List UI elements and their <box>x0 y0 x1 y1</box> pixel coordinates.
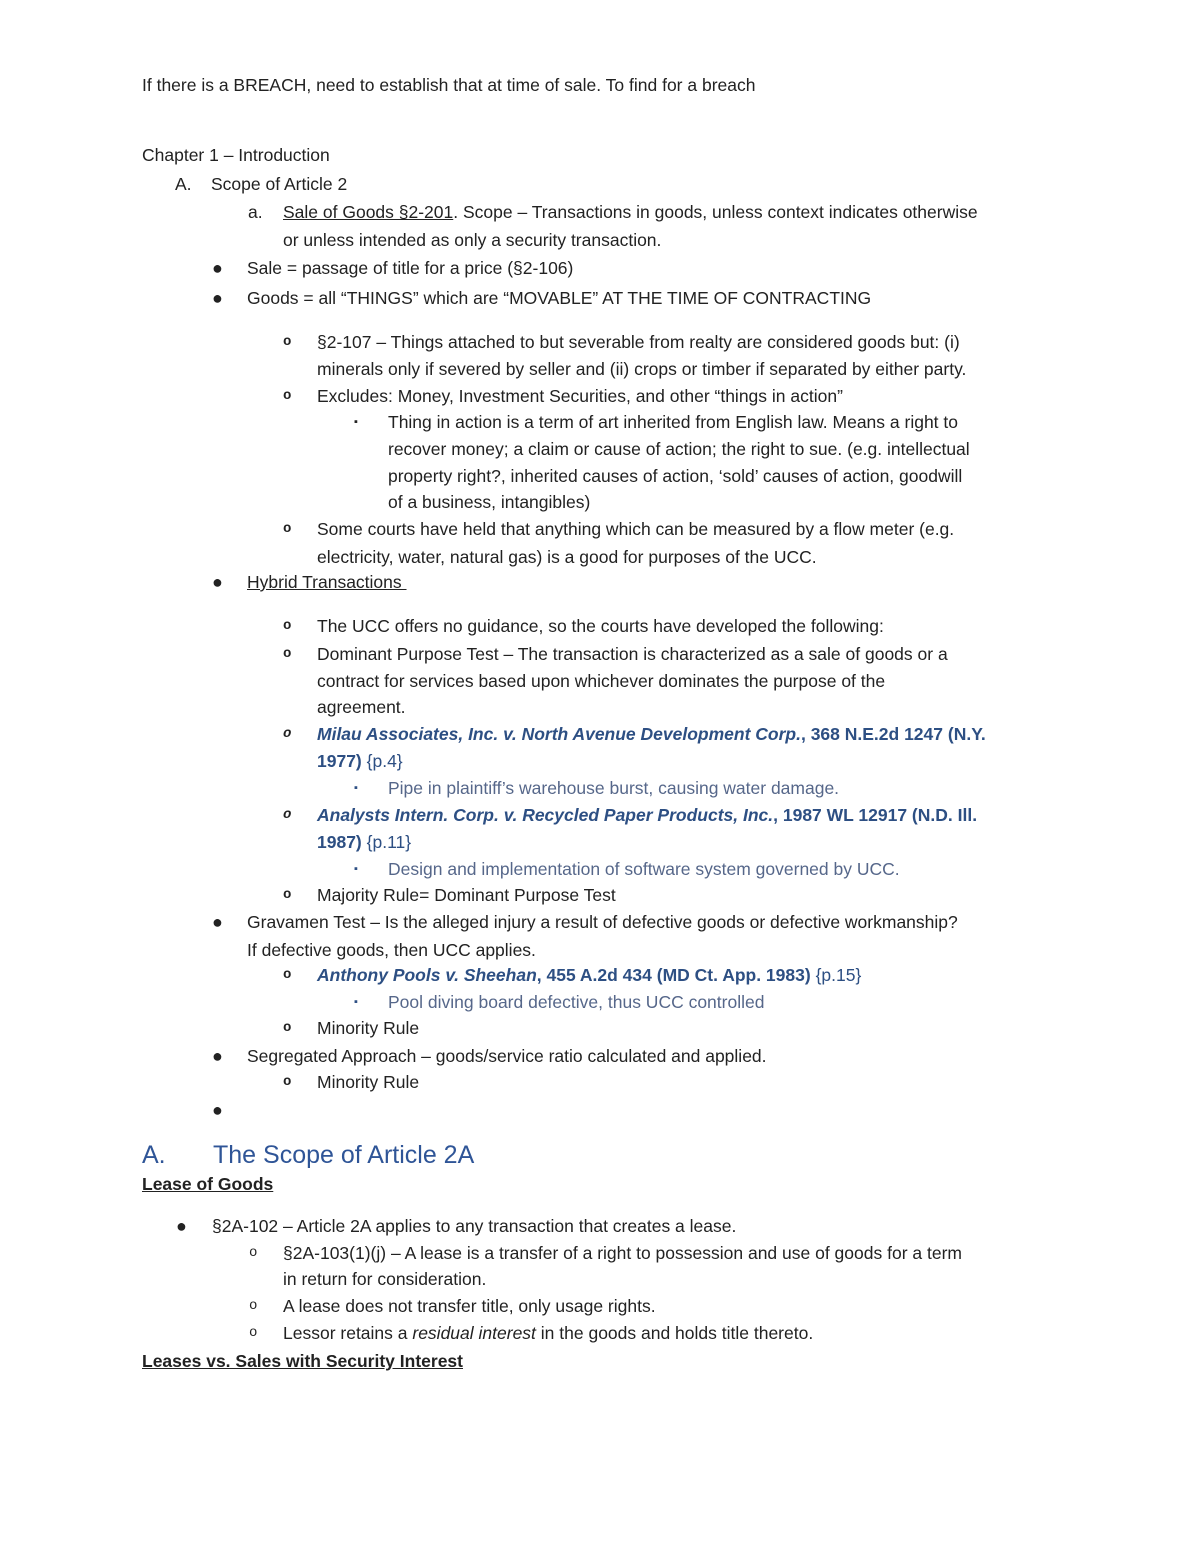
lease-sub-1-line-1: §2A-103(1)(j) – A lease is a transfer of a right to possession and use of goods for a term <box>283 1243 962 1263</box>
gravamen-line-1: Gravamen Test – Is the alleged injury a result of defective goods or defective workmanship? <box>247 912 958 932</box>
circle-bullet-icon: o <box>283 334 292 350</box>
circle-bullet-icon: o <box>283 646 292 662</box>
square-bullet-icon: ▪ <box>354 782 358 794</box>
thing-in-action-line-4: of a business, intangibles) <box>388 492 591 512</box>
segregated-approach: Segregated Approach – goods/service ratio calculated and applied. <box>247 1046 767 1066</box>
circle-bullet-icon: o <box>283 521 292 537</box>
gravamen-minority-rule: Minority Rule <box>317 1018 420 1038</box>
anthony-cite: , 455 A.2d 434 (MD Ct. App. 1983) <box>536 965 811 985</box>
circle-bullet-icon: o <box>283 967 292 983</box>
analysts-cite-1: , 1987 WL 12917 (N.D. Ill. <box>773 805 978 825</box>
sale-of-goods-link[interactable]: Sale of Goods §2-201 <box>283 202 454 222</box>
goods-sub-2: Excludes: Money, Investment Securities, and other “things in action” <box>317 386 843 406</box>
thing-in-action-line-1: Thing in action is a term of art inherited from English law. Means a right to <box>388 412 958 432</box>
circle-bullet-icon: o <box>283 388 292 404</box>
bullet-icon: ● <box>212 1100 223 1120</box>
sub-a-line-2: or unless intended as only a security transaction. <box>283 230 662 250</box>
lease-bullet: §2A-102 – Article 2A applies to any transaction that creates a lease. <box>212 1216 737 1236</box>
milau-note: Pipe in plaintiff’s warehouse burst, causing water damage. <box>388 778 840 798</box>
goods-sub-1-line-1: §2-107 – Things attached to but severable from realty are considered goods but: (i) <box>317 332 960 352</box>
sub-a-line-1 <box>283 199 978 225</box>
lease-sub-3-post: in the goods and holds title thereto. <box>535 1323 814 1343</box>
analysts-cite-2: 1987) <box>317 832 362 852</box>
chapter-title: Chapter 1 – Introduction <box>142 145 330 165</box>
residual-interest-term: residual interest <box>412 1323 536 1343</box>
lease-sub-2: A lease does not transfer title, only usage rights. <box>283 1296 656 1316</box>
square-bullet-icon: ▪ <box>354 996 358 1008</box>
goods-sub-1-line-2: minerals only if severed by seller and (ii) crops or timber if separated by either party. <box>317 359 967 379</box>
circle-bullet-icon: o <box>283 1020 292 1036</box>
sub-a-text-1: . Scope – Transactions in goods, unless context indicates otherwise <box>453 202 978 222</box>
bullet-icon: ● <box>212 288 223 308</box>
lease-sub-3 <box>283 1320 813 1346</box>
lease-sub-3-pre: Lessor retains a <box>283 1323 413 1343</box>
bullet-icon: ● <box>212 912 223 932</box>
bullet-icon: ● <box>212 258 223 278</box>
bullet-icon: ● <box>212 1046 223 1066</box>
milau-page: {p.4} <box>361 751 403 771</box>
analysts-page: {p.11} <box>361 832 412 852</box>
milau-case-line-1 <box>317 721 986 747</box>
circle-bullet-icon: o <box>249 1245 258 1261</box>
circle-bullet-icon: o <box>249 1325 258 1341</box>
circle-bullet-icon: o <box>283 887 292 903</box>
circle-bullet-icon: o <box>249 1298 258 1314</box>
majority-rule: Majority Rule= Dominant Purpose Test <box>317 885 616 905</box>
milau-case-line-2 <box>317 748 403 774</box>
gravamen-line-2: If defective goods, then UCC applies. <box>247 940 536 960</box>
analysts-case-line-1 <box>317 802 977 828</box>
anthony-case-line <box>317 962 861 988</box>
heading-2a-marker: A. <box>142 1141 166 1169</box>
analysts-note: Design and implementation of software system governed by UCC. <box>388 859 900 879</box>
lease-sub-1-line-2: in return for consideration. <box>283 1269 487 1289</box>
circle-bullet-icon: o <box>283 618 292 634</box>
segregated-minority-rule: Minority Rule <box>317 1072 420 1092</box>
hybrid-transactions-heading: Hybrid Transactions <box>247 572 407 592</box>
lease-of-goods-heading: Lease of Goods <box>142 1174 274 1194</box>
bullet-goods: Goods = all “THINGS” which are “MOVABLE” AT THE TIME OF CONTRACTING <box>247 288 872 308</box>
bullet-icon: ● <box>176 1216 187 1236</box>
dominant-purpose-line-3: agreement. <box>317 697 406 717</box>
leases-vs-sales-heading: Leases vs. Sales with Security Interest <box>142 1351 463 1371</box>
milau-cite-1: , 368 N.E.2d 1247 (N.Y. <box>800 724 986 744</box>
analysts-case-line-2 <box>317 829 411 855</box>
dominant-purpose-line-2: contract for services based upon whichever dominates the purpose of the <box>317 671 886 691</box>
section-a-title: Scope of Article 2 <box>211 174 348 194</box>
circle-bullet-icon: o <box>283 726 292 742</box>
milau-case-name: Milau Associates, Inc. v. North Avenue Development Corp. <box>317 724 801 744</box>
thing-in-action-line-2: recover money; a claim or cause of action; the right to sue. (e.g. intellectual <box>388 439 970 459</box>
square-bullet-icon: ▪ <box>354 416 358 428</box>
bullet-sale: Sale = passage of title for a price (§2-106) <box>247 258 574 278</box>
circle-bullet-icon: o <box>283 807 292 823</box>
anthony-page: {p.15} <box>810 965 862 985</box>
flow-meter-line-1: Some courts have held that anything which can be measured by a flow meter (e.g. <box>317 519 955 539</box>
anthony-case-name: Anthony Pools v. Sheehan <box>317 965 537 985</box>
section-a-marker: A. <box>175 174 192 194</box>
hybrid-sub-1: The UCC offers no guidance, so the courts have developed the following: <box>317 616 884 636</box>
sub-a-marker: a. <box>248 202 263 222</box>
milau-cite-2: 1977) <box>317 751 362 771</box>
circle-bullet-icon: o <box>283 1074 292 1090</box>
bullet-icon: ● <box>212 572 223 592</box>
dominant-purpose-line-1: Dominant Purpose Test – The transaction is characterized as a sale of goods or a <box>317 644 948 664</box>
analysts-case-name: Analysts Intern. Corp. v. Recycled Paper Products, Inc. <box>317 805 774 825</box>
anthony-note: Pool diving board defective, thus UCC controlled <box>388 992 765 1012</box>
square-bullet-icon: ▪ <box>354 863 358 875</box>
thing-in-action-line-3: property right?, inherited causes of action, ‘sold’ causes of action, goodwill <box>388 466 963 486</box>
flow-meter-line-2: electricity, water, natural gas) is a good for purposes of the UCC. <box>317 547 817 567</box>
heading-2a-title: The Scope of Article 2A <box>213 1141 475 1169</box>
top-line: If there is a BREACH, need to establish that at time of sale. To find for a breach <box>142 75 756 95</box>
